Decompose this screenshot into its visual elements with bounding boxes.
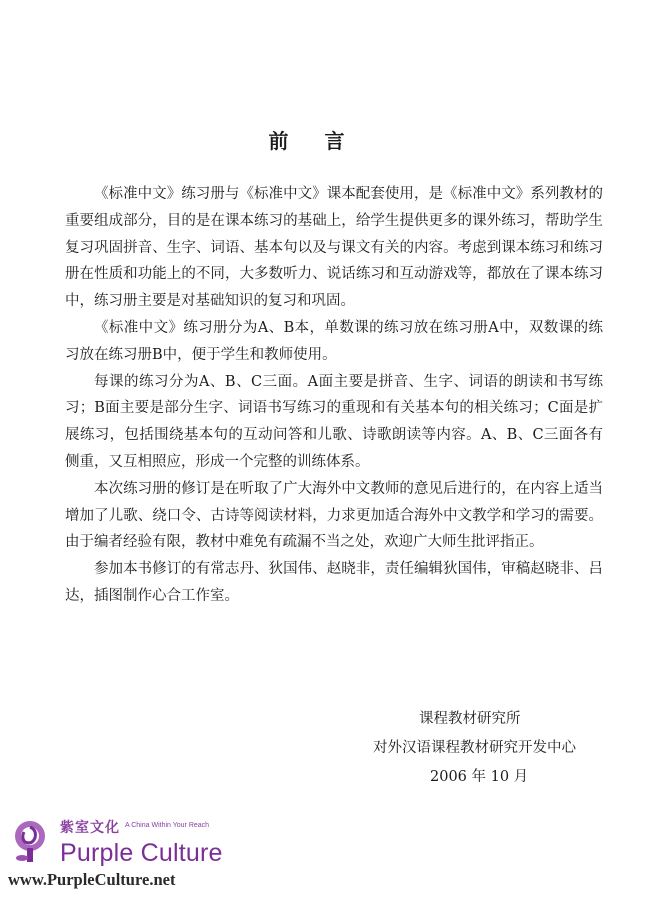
signature-center: 对外汉语课程教材研究开发中心 (373, 740, 576, 756)
watermark-brand: Purple Culture (60, 839, 223, 867)
page-title: 前言 (268, 129, 381, 154)
signature-block (360, 705, 590, 792)
watermark-url: www.PurpleCulture.net (8, 870, 176, 889)
paragraph-2: 《标准中文》练习册分为A、B本，单数课的练习放在练习册A中，双数课的练习放在练习册B中，便于学生和教师使用。 (65, 319, 603, 363)
signature-institute: 课程教材研究所 (419, 711, 521, 727)
signature-date: 2006 年 10 月 (430, 769, 529, 785)
watermark (0, 808, 260, 901)
preface-body (65, 181, 603, 610)
watermark-tagline: A China Within Your Reach (125, 822, 210, 829)
paragraph-5: 参加本书修订的有常志丹、狄国伟、赵晓非，责任编辑狄国伟，审稿赵晓非、吕达，插图制作心合工作室。 (65, 561, 603, 604)
purple-culture-logo-icon (10, 818, 50, 864)
paragraph-3: 每课的练习分为A、B、C三面。A面主要是拼音、生字、词语的朗读和书写练习；B面主要是部分生字、词语书写练习的重现和有关基本句的相关练习；C面是扩展练习，包括围绕基本句的互动问答和儿歌、诗歌朗读等内容。A、B、C三面各有侧重，又互相照应，形成一个完整的训练体系。 (65, 373, 603, 470)
paragraph-1: 《标准中文》练习册与《标准中文》课本配套使用，是《标准中文》系列教材的重要组成部分，目的是在课本练习的基础上，给学生提供更多的课外练习，帮助学生复习巩固拼音、生字、词语、基本句以及与课文有关的内容。考虑到课本练习和练习册在性质和功能上的不同，大多数听力、说话练习和互动游戏等，都放在了课本练习中，练习册主要是对基础知识的复习和巩固。 (65, 186, 603, 310)
watermark-chinese-name: 紫室文化 (60, 820, 120, 836)
paragraph-4: 本次练习册的修订是在听取了广大海外中文教师的意见后进行的，在内容上适当增加了儿歌、绕口令、古诗等阅读材料，力求更加适合海外中文教学和学习的需要。由于编者经验有限，教材中难免有疏漏不当之处，欢迎广大师生批评指正。 (65, 480, 603, 551)
